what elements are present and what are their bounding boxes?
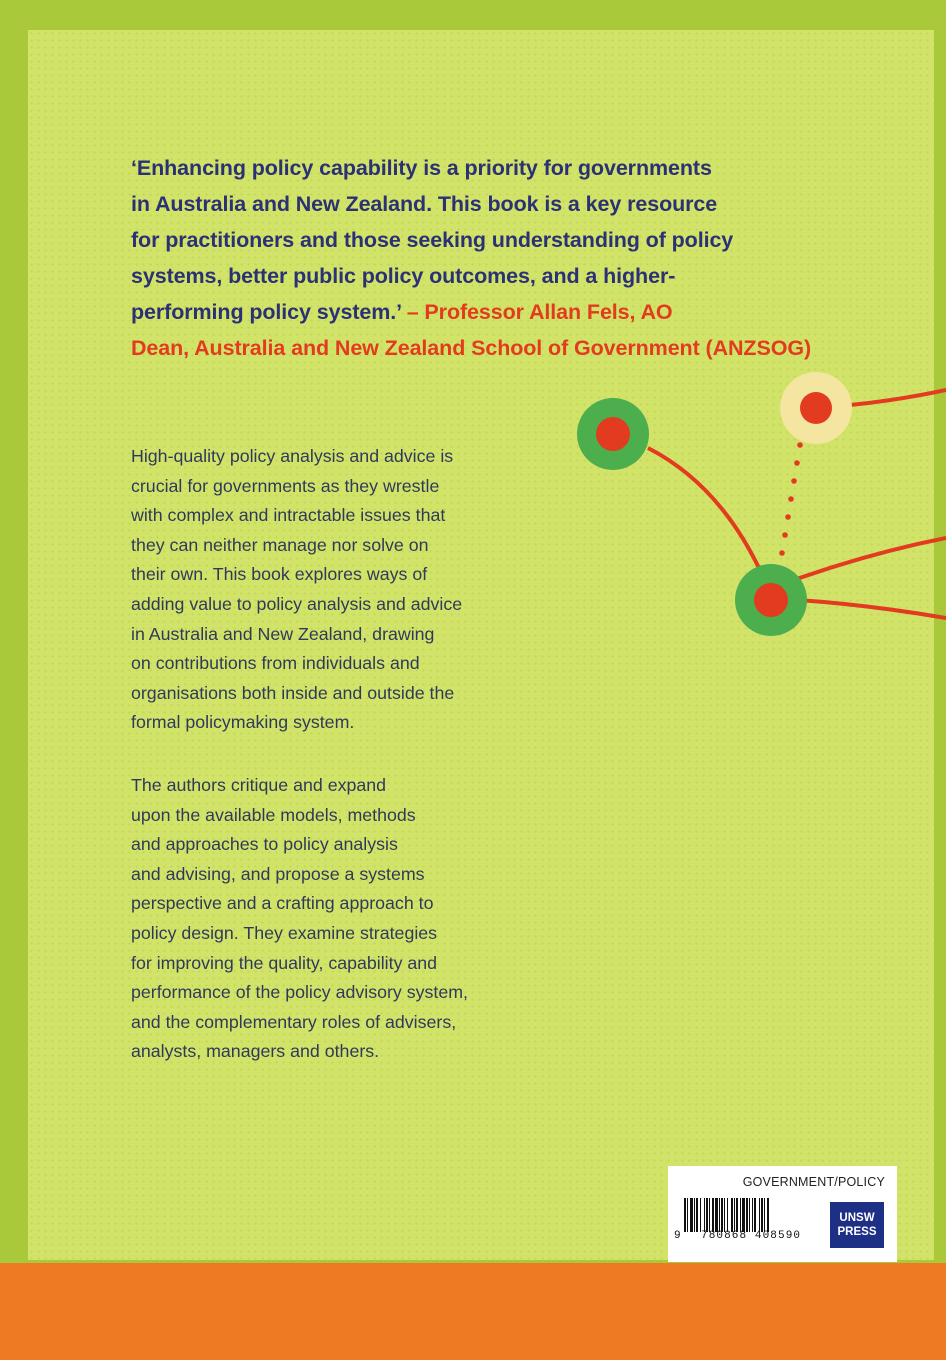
blurb-line: analysts, managers and others.	[131, 1041, 380, 1062]
blurb-line: and advising, and propose a systems	[131, 863, 425, 884]
barcode-bar	[706, 1198, 708, 1232]
barcode-bar	[752, 1198, 753, 1232]
barcode-panel	[668, 1166, 897, 1262]
network-illustration	[560, 360, 946, 660]
node-green-bottom	[735, 564, 807, 636]
blurb-line: upon the available models, methods	[131, 804, 416, 825]
barcode-bar	[724, 1198, 725, 1232]
barcode-bar	[740, 1198, 741, 1232]
barcode-bar	[759, 1198, 760, 1232]
connector-line	[850, 390, 946, 405]
blurb-line: The authors critique and expand	[131, 775, 387, 795]
barcode-bar	[712, 1198, 714, 1232]
barcode-bar	[715, 1198, 718, 1232]
barcode-bar	[719, 1198, 720, 1232]
blurb-paragraph-2	[131, 771, 511, 1067]
quote-line: for practitioners and those seeking understanding of policy	[131, 228, 734, 252]
barcode-bar	[736, 1198, 738, 1232]
quote-line: performing policy system.’	[131, 300, 401, 324]
blurb-line: their own. This book explores ways of	[131, 564, 428, 585]
quote-attribution-name: – Professor Allan Fels, AO	[400, 300, 673, 324]
blurb-line: in Australia and New Zealand, drawing	[131, 623, 435, 644]
category-label: GOVERNMENT/POLICY	[742, 1175, 885, 1189]
blurb-line: and the complementary roles of advisers,	[131, 1011, 457, 1032]
blurb-line: for improving the quality, capability and	[131, 952, 438, 973]
barcode-bar	[749, 1198, 750, 1232]
blurb-line: they can neither manage nor solve on	[131, 534, 429, 555]
node-green-top	[577, 398, 649, 470]
connector-line	[798, 600, 946, 618]
blurb-line: formal policymaking system.	[131, 712, 355, 733]
isbn-first-digit: 9	[674, 1230, 681, 1242]
quote-attribution-title: Dean, Australia and New Zealand School of Government (ANZSOG)	[131, 336, 812, 360]
node-cream	[780, 372, 852, 444]
barcode-bar	[764, 1198, 765, 1232]
barcode-bar	[684, 1198, 686, 1232]
quote-line: ‘Enhancing policy capability is a priority for governments	[131, 156, 712, 180]
barcode-icon	[684, 1198, 812, 1232]
blurb-line: performance of the policy advisory system,	[131, 982, 468, 1003]
barcode-bar	[721, 1198, 723, 1232]
barcode-bar	[742, 1198, 745, 1232]
barcode-bar	[709, 1198, 710, 1232]
blurb-line: policy design. They examine strategies	[131, 922, 438, 943]
barcode-bar	[704, 1198, 705, 1232]
blurb-line: organisations both inside and outside the	[131, 682, 455, 703]
blurb-line: adding value to policy analysis and advice	[131, 593, 463, 614]
barcode-bar	[696, 1198, 698, 1232]
endorsement-quote	[131, 150, 812, 366]
quote-line: in Australia and New Zealand. This book is a key resource	[131, 192, 718, 216]
blurb-line: crucial for governments as they wrestle	[131, 475, 440, 496]
unsw-press-logo	[830, 1202, 884, 1248]
quote-line-last	[131, 294, 771, 330]
logo-line: UNSW	[839, 1212, 875, 1224]
barcode-bar	[687, 1198, 688, 1232]
barcode-bar	[694, 1198, 695, 1232]
barcode-bar	[734, 1198, 735, 1232]
blurb-line: and approaches to policy analysis	[131, 834, 398, 855]
blurb-line: High-quality policy analysis and advice is	[131, 446, 454, 466]
barcode-bar	[700, 1198, 701, 1232]
logo-line: PRESS	[837, 1226, 877, 1238]
barcode-bar	[767, 1198, 769, 1232]
barcode-bar	[754, 1198, 756, 1232]
barcode-bar	[761, 1198, 763, 1232]
isbn-digits: 780868 408590	[701, 1230, 802, 1242]
barcode-bar	[690, 1198, 693, 1232]
barcode-bar	[727, 1198, 728, 1232]
quote-line: systems, better public policy outcomes, and a higher-	[131, 264, 676, 288]
barcode-bar	[746, 1198, 748, 1232]
blurb-line: with complex and intractable issues that	[131, 505, 446, 526]
dotted-connector	[776, 442, 803, 574]
blurb-line: on contributions from individuals and	[131, 653, 420, 674]
barcode-bar	[731, 1198, 733, 1232]
blurb-paragraph-1	[131, 442, 511, 738]
blurb-line: perspective and a crafting approach to	[131, 893, 434, 914]
orange-band	[0, 1263, 946, 1360]
